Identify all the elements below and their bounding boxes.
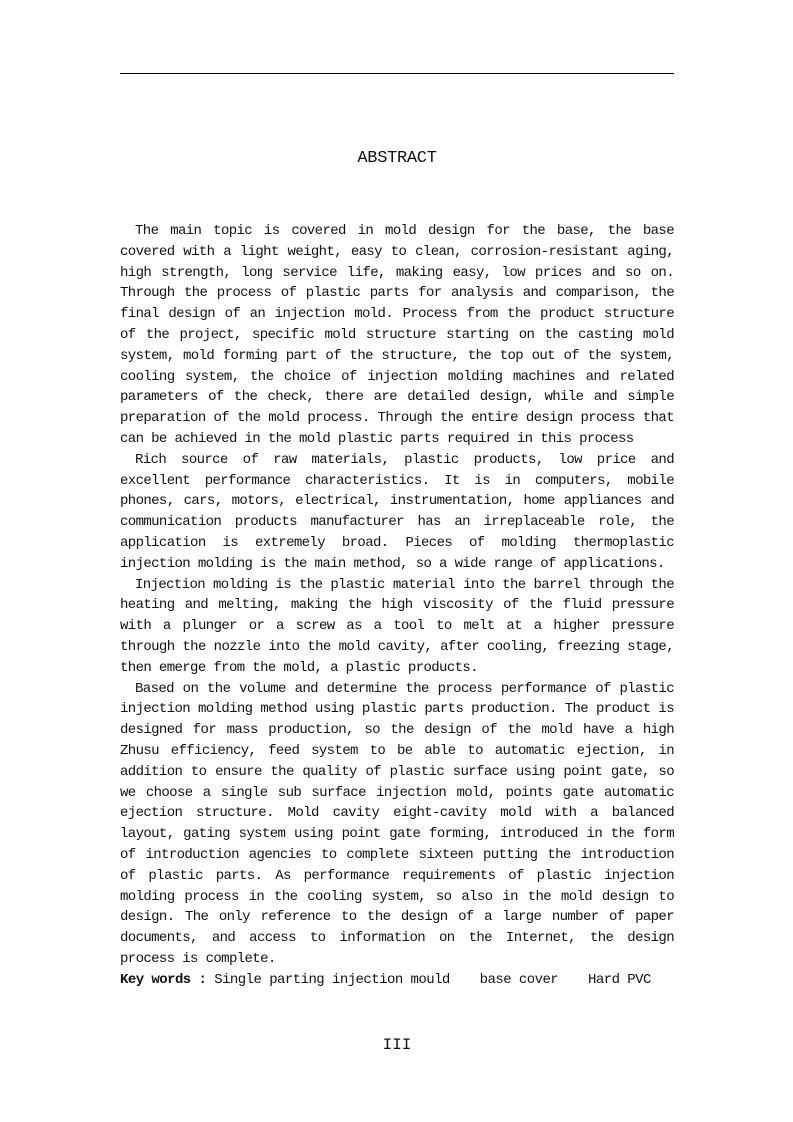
page-number: III [382,1036,412,1054]
abstract-paragraph: The main topic is covered in mold design for the base, the base covered with a light weight, easy to clean, corrosion-resistant aging, high strength, long service life, making easy, low prices and so on. Through the process of plastic parts for analysis and comparison, the final design of an injection mold. Process from the product structure of the project, specific mold structure starting on the casting mold system, mold forming part of the structure, the top out of the system, cooling system, the choice of injection molding machines and related parameters of the check, there are detailed design, while and simple preparation of the mold process. Through the entire design process that can be achieved in the mold plastic parts required in this process [120,223,674,447]
abstract-paragraph: Rich source of raw materials, plastic products, low price and excellent performance characteristics. It is in computers, mobile phones, cars, motors, electrical, instrumentation, home appliances and communication products manufacturer has an irreplaceable role, the application is extremely broad. Pieces of molding thermoplastic injection molding is the main method, so a wide range of applications. [120,451,674,572]
abstract-body [120,221,674,970]
keywords-line [120,970,680,990]
keyword-item: Single parting injection mould [214,972,450,988]
keyword-item: Hard PVC [588,972,651,988]
keyword-item: base cover [479,972,559,988]
page-title: ABSTRACT [357,149,437,168]
keywords-label: Key words : [120,972,207,988]
abstract-paragraph: Based on the volume and determine the process performance of plastic injection molding method using plastic parts production. The product is designed for mass production, so the design of the mold have a high Zhusu efficiency, feed system to be able to automatic ejection, in addition to ensure the quality of plastic surface using point gate, so we choose a single sub surface injection mold, points gate automatic ejection structure. Mold cavity eight-cavity mold with a balanced layout, gating system using point gate forming, introduced in the form of introduction agencies to complete sixteen putting the introduction of plastic parts. As performance requirements of plastic injection molding process in the cooling system, so also in the mold design to design. The only reference to the design of a large number of paper documents, and access to information on the Internet, the design process is complete. [120,680,674,967]
abstract-paragraph: Injection molding is the plastic material into the barrel through the heating and melting, making the high viscosity of the fluid pressure with a plunger or a screw as a tool to melt at a higher pressure through the nozzle into the mold cavity, after cooling, freezing stage, then emerge from the mold, a plastic products. [120,576,674,676]
header-rule [120,73,674,74]
